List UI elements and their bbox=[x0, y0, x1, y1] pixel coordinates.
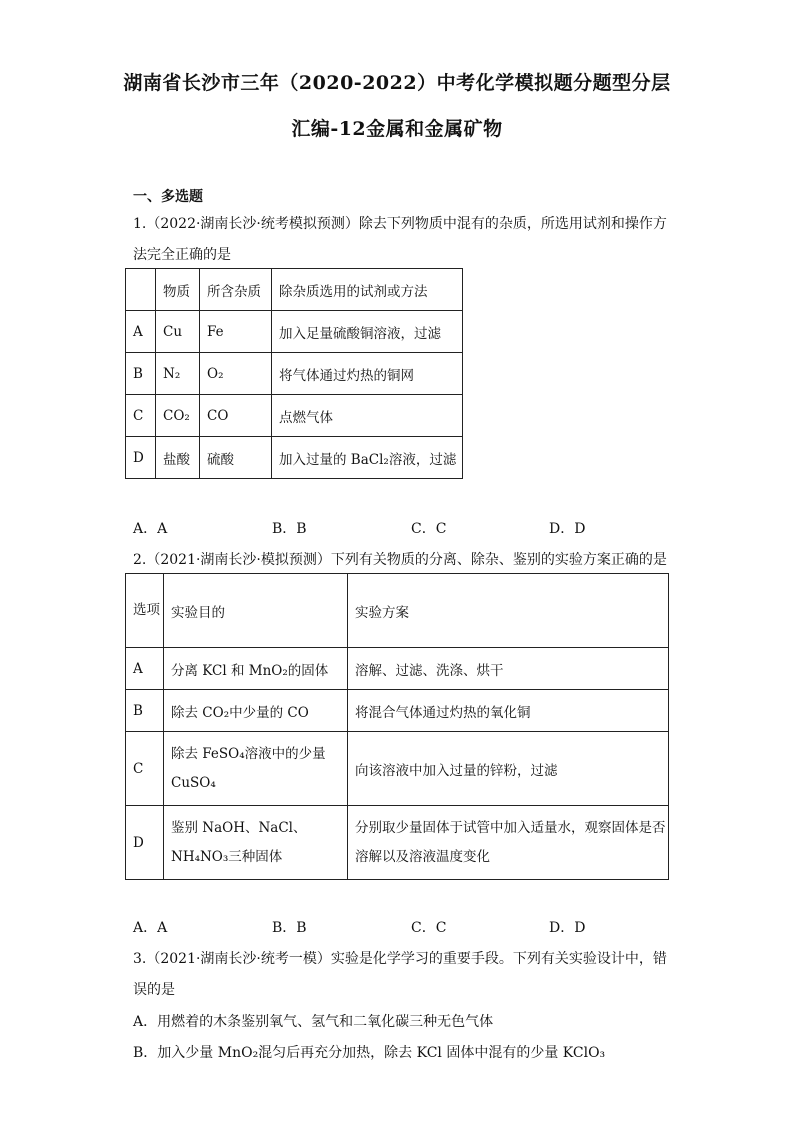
table-cell: D bbox=[126, 806, 164, 880]
table-cell: 除去 CO₂中少量的 CO bbox=[164, 690, 348, 732]
table-cell: 硫酸 bbox=[200, 437, 272, 479]
table-cell: 分别取少量固体于试管中加入适量水，观察固体是否溶解以及溶液温度变化 bbox=[348, 806, 669, 880]
table-cell: 物质 bbox=[156, 269, 200, 311]
table-cell: 鉴别 NaOH、NaCl、NH₄NO₃三种固体 bbox=[164, 806, 348, 880]
table-cell: 盐酸 bbox=[156, 437, 200, 479]
q2-option-a: A．A bbox=[133, 920, 168, 936]
table-cell: 选项 bbox=[126, 574, 164, 648]
table-cell: A bbox=[126, 311, 156, 353]
q1-option-a: A．A bbox=[133, 521, 168, 537]
document-title-line1: 湖南省长沙市三年（2020-2022）中考化学模拟题分题型分层 bbox=[123, 72, 671, 94]
q3-stem-line1: 3.（2021·湖南长沙·统考一模）实验是化学学习的重要手段。下列有关实验设计中，错 bbox=[133, 951, 667, 967]
table-cell: 溶解、过滤、洗涤、烘干 bbox=[348, 648, 669, 690]
section-heading: 一、多选题 bbox=[133, 189, 203, 205]
q3-option-a: A．用燃着的木条鉴别氧气、氢气和二氧化碳三种无色气体 bbox=[133, 1014, 494, 1030]
q1-stem-line2: 法完全正确的是 bbox=[133, 247, 231, 263]
table-cell: CO₂ bbox=[156, 395, 200, 437]
table-cell: 分离 KCl 和 MnO₂的固体 bbox=[164, 648, 348, 690]
table-cell: 除去 FeSO₄溶液中的少量CuSO₄ bbox=[164, 732, 348, 806]
table-cell: 实验方案 bbox=[348, 574, 669, 648]
table-cell: B bbox=[126, 690, 164, 732]
table-cell: C bbox=[126, 732, 164, 806]
q1-table bbox=[125, 268, 463, 479]
q2-option-b: B．B bbox=[272, 920, 307, 936]
q2-table bbox=[125, 573, 669, 880]
document-title-line2: 汇编-12金属和金属矿物 bbox=[291, 118, 503, 140]
table-cell: Fe bbox=[200, 311, 272, 353]
q1-option-b: B．B bbox=[272, 521, 307, 537]
q2-stem-line1: 2.（2021·湖南长沙·模拟预测）下列有关物质的分离、除杂、鉴别的实验方案正确的是 bbox=[133, 552, 667, 568]
q1-stem-line1: 1.（2022·湖南长沙·统考模拟预测）除去下列物质中混有的杂质，所选用试剂和操作方 bbox=[133, 216, 667, 232]
table-row bbox=[126, 437, 463, 479]
table-row bbox=[126, 311, 463, 353]
table-row bbox=[126, 690, 669, 732]
table-cell: 点燃气体 bbox=[272, 395, 463, 437]
table-row bbox=[126, 732, 669, 806]
table-cell: O₂ bbox=[200, 353, 272, 395]
q3-option-b: B．加入少量 MnO₂混匀后再充分加热，除去 KCl 固体中混有的少量 KClO₃ bbox=[133, 1045, 606, 1061]
q1-option-d: D．D bbox=[549, 521, 586, 537]
table-cell: 除杂质选用的试剂或方法 bbox=[272, 269, 463, 311]
q2-option-d: D．D bbox=[549, 920, 586, 936]
table-row bbox=[126, 806, 669, 880]
table-cell: 加入足量硫酸铜溶液，过滤 bbox=[272, 311, 463, 353]
table-header-row bbox=[126, 269, 463, 311]
table-cell: CO bbox=[200, 395, 272, 437]
table-cell: 将混合气体通过灼热的氧化铜 bbox=[348, 690, 669, 732]
table-cell: Cu bbox=[156, 311, 200, 353]
table-header-row bbox=[126, 574, 669, 648]
q3-stem-line2: 误的是 bbox=[133, 982, 175, 998]
table-cell: A bbox=[126, 648, 164, 690]
table-cell: 向该溶液中加入过量的锌粉，过滤 bbox=[348, 732, 669, 806]
table-cell: D bbox=[126, 437, 156, 479]
table-cell: N₂ bbox=[156, 353, 200, 395]
table-row bbox=[126, 395, 463, 437]
q2-option-c: C．C bbox=[411, 920, 447, 936]
table-cell bbox=[126, 269, 156, 311]
table-cell: C bbox=[126, 395, 156, 437]
table-cell: B bbox=[126, 353, 156, 395]
table-cell: 实验目的 bbox=[164, 574, 348, 648]
table-row bbox=[126, 648, 669, 690]
table-row bbox=[126, 353, 463, 395]
table-cell: 所含杂质 bbox=[200, 269, 272, 311]
table-cell: 加入过量的 BaCl₂溶液，过滤 bbox=[272, 437, 463, 479]
table-cell: 将气体通过灼热的铜网 bbox=[272, 353, 463, 395]
q1-option-c: C．C bbox=[411, 521, 447, 537]
